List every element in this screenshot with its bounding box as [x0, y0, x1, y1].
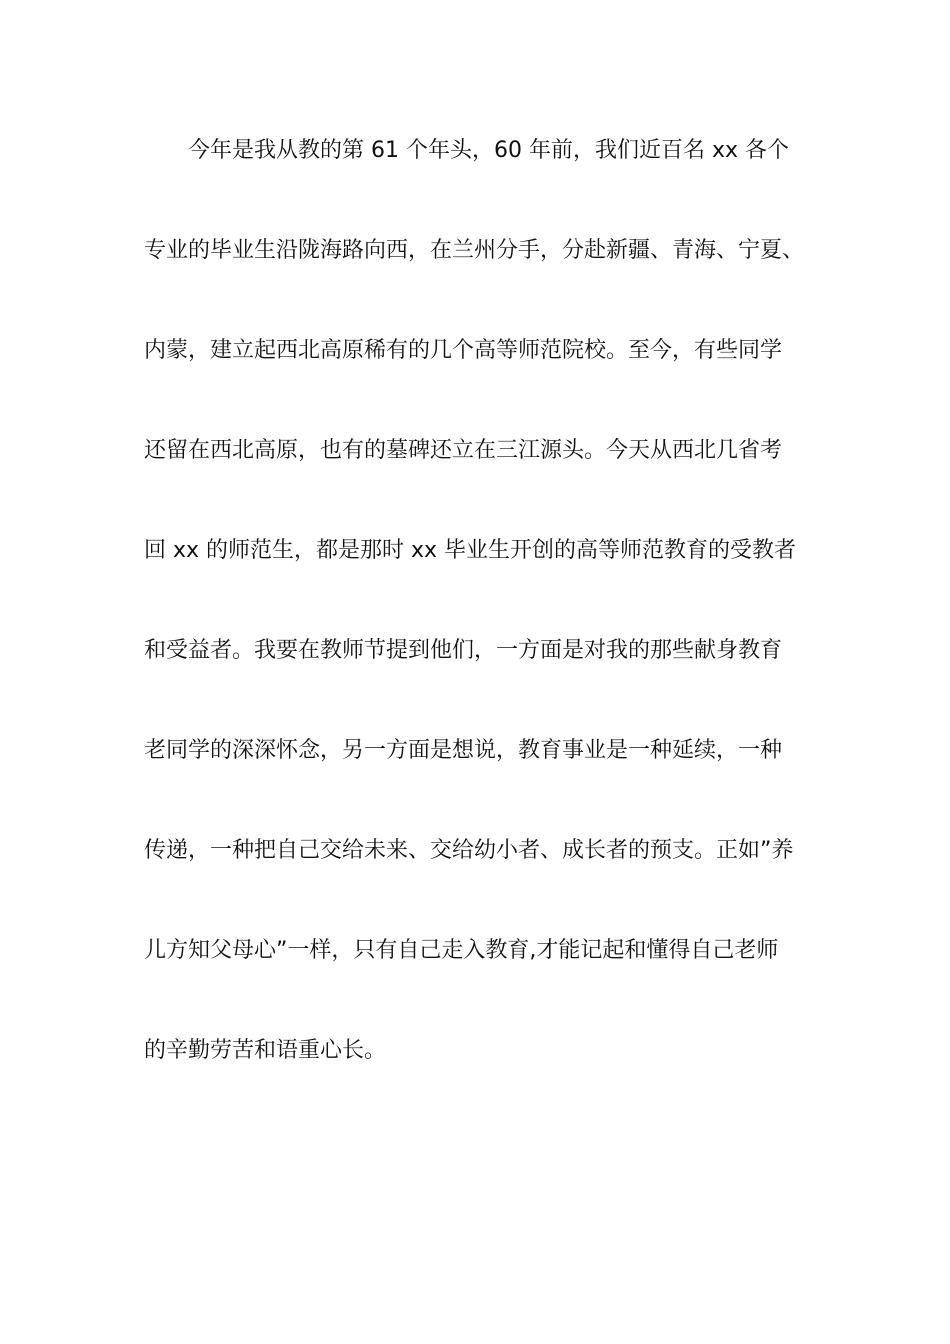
- paragraph-line: 的辛勤劳苦和语重心长。: [144, 1038, 387, 1063]
- paragraph-line: 还留在西北高原，也有的墓碑还立在三江源头。今天从西北几省考: [144, 438, 783, 463]
- paragraph-line: 专业的毕业生沿陇海路向西，在兰州分手，分赴新疆、青海、宁夏、: [144, 238, 805, 263]
- paragraph-line: 老同学的深深怀念，另一方面是想说，教育事业是一种延续，一种: [144, 738, 783, 763]
- paragraph-line: 回 xx 的师范生，都是那时 xx 毕业生开创的高等师范教育的受教者: [144, 538, 797, 563]
- paragraph-line: 传递，一种把自己交给未来、交给幼小者、成长者的预支。正如”养: [144, 838, 794, 863]
- paragraph-line: 内蒙，建立起西北高原稀有的几个高等师范院校。至今，有些同学: [144, 338, 783, 363]
- paragraph-line: 儿方知父母心”一样，只有自己走入教育,才能记起和懂得自己老师: [144, 938, 779, 963]
- paragraph-line: 和受益者。我要在教师节提到他们，一方面是对我的那些献身教育: [144, 638, 783, 663]
- body-paragraph: [144, 126, 824, 1126]
- paragraph-line: 今年是我从教的第 61 个年头，60 年前，我们近百名 xx 各个: [188, 138, 789, 163]
